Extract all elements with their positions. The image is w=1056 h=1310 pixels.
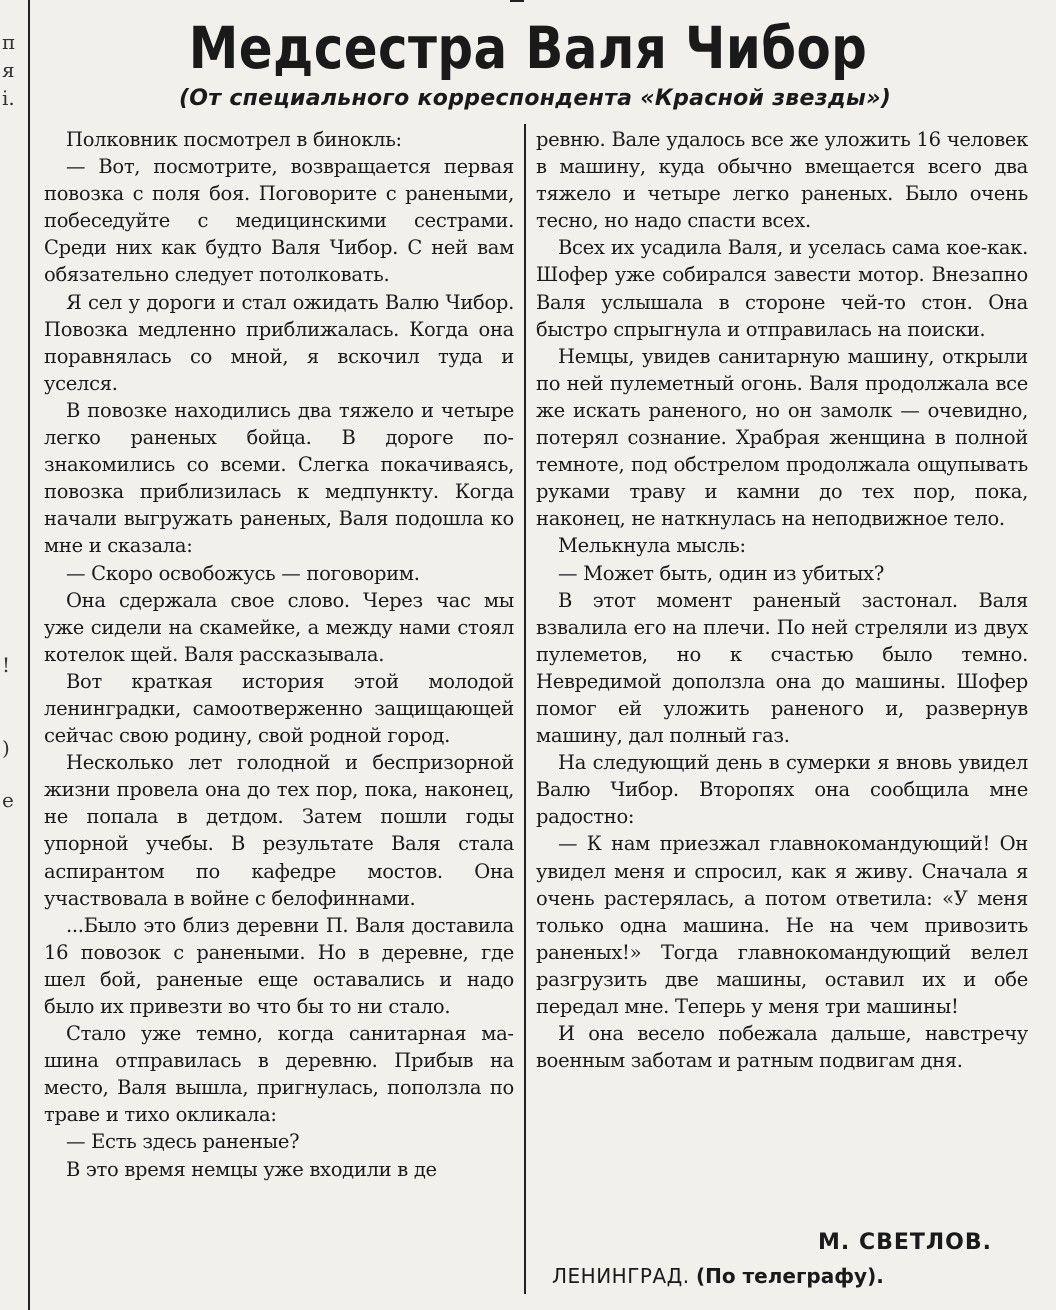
paragraph: — Скоро освобожусь — поговорим. [66,561,420,585]
paragraph: Я сел у дороги и стал ожидать Валю Чибор. Повозка медленно приближалась. Когда она поравнялась со мной, я вскочил туда и уселся. [44,290,514,395]
left-column [44,126,514,1183]
dateline [552,1264,884,1288]
edge-fragment: ! [2,653,11,677]
paragraph: — Вот, посмотрите, возвращается первая повозка с поля боя. Поговорите с ранеными, побеседуйте с медицинскими сестрами. Среди них как будто Валя Чибор. С ней вам обязательно следует потолковать. [44,155,514,287]
paragraph: Вот краткая история этой молодой ленинградки, самоотверженно защищающей сейчас свою родину, свой родной город. [44,669,514,748]
edge-fragment: і. [2,86,15,110]
paragraph: На следующий день в сумерки я вновь увидел Валю Чибор. Второпях она сообщила мне радостно: [536,751,1028,829]
edge-fragment: е [2,788,14,812]
dateline-city: ЛЕНИНГРАД. [552,1264,690,1288]
edge-fragment: п [2,30,16,54]
dateline-via: (По телеграфу). [696,1264,884,1288]
paragraph: — Может быть, один из убитых? [558,561,884,585]
article-byline: (От специального корреспондента «Красной звезды») [178,86,892,111]
edge-fragment: я [2,58,15,82]
paragraph: В повозке находились два тяжело и четыре легко раненых бойца. В дороге познакомились со всеми. Слегка покачиваясь, повозка приблизилась к медпункту. Когда начали выгружать раненых, Валя подошла ко мне и сказала: [44,398,514,558]
article-headline: Медсестра Валя Чибор [188,14,868,82]
paragraph: — К нам приезжал главнокомандующий! Он увидел меня и спросил, как я живу. Сначала я очень растерялась, а потом ответила: «У меня только одна машина. Не на чем привозить раненых!» Тогда главнокомандующий велел разгрузить две машины, оставил их и обе передал мне. Теперь у меня три машины! [536,832,1028,1018]
left-edge-rule [28,0,30,1310]
column-divider [524,124,526,1294]
paragraph: Она сдержала свое слово. Через час мы уже сидели на скамейке, а между нами стоял котелок щей. Валя рассказывала. [44,588,514,666]
top-edge-mark [510,0,524,2]
paragraph: И она весело побежала дальше, навстречу военным заботам и ратным подвигам дня. [536,1022,1028,1073]
paragraph: Немцы, увидев санитарную машину, открыли по ней пулеметный огонь. Валя продолжала все же искать раненого, но он замолк — очевидно, потерял сознание. Храбрая женщина в полной темноте, под обстрелом продолжала ощупывать руками траву и камни до тех пор, пока, наконец, не наткнулась на неподвижное тело. [536,344,1028,531]
paragraph: Полковник посмотрел в бинокль: [66,128,402,151]
paragraph: ...Было это близ деревни П. Валя доставила 16 повозок с ранеными. Но в деревне, где шел бой, раненые еще оставались и надо было их привезти во что бы то ни стало. [44,913,514,1018]
paragraph: Несколько лет голодной и беспризорной жизни провела она до тех пор, пока, наконец, не попала в детдом. Затем пошли годы упорной учебы. В результате Валя стала аспирантом по кафедре мостов. Она участвовала в войне с белофиннами. [44,751,514,910]
paragraph: В этот момент раненый застонал. Валя взвалила его на плечи. По ней стреляли из двух пулеметов, но к счастью было темно. Невредимой доползла она до машины. Шофер помог ей уложить раненого и, развернув машину, дал полный газ. [536,588,1028,748]
author-signature: М. СВЕТЛОВ. [818,1230,992,1255]
paragraph: ревню. Вале удалось все же уложить 16 человек в машину, куда обычно вмещается всего два тяжело и четыре легко раненых. Было очень тесно, но надо спасти всех. [536,128,1028,233]
paragraph: Мелькнула мысль: [558,534,746,558]
edge-fragment: ) [2,736,10,760]
paragraph: Стало уже темно, когда санитарная машина отправилась в деревню. Прибыв на место, Валя вышла, пригнулась, поползла по траве и тихо окликала: [44,1022,514,1127]
paragraph: Всех их усадила Валя, и уселась сама кое-как. Шофер уже собирался завести мотор. Внезапно Валя услышала в стороне чей-то стон. Она быстро спрыгнула и отправилась на поиски. [536,236,1028,341]
right-column [536,126,1028,1074]
paragraph: — Есть здесь раненые? [66,1130,300,1154]
paragraph: В это время немцы уже входили в де [66,1157,437,1181]
